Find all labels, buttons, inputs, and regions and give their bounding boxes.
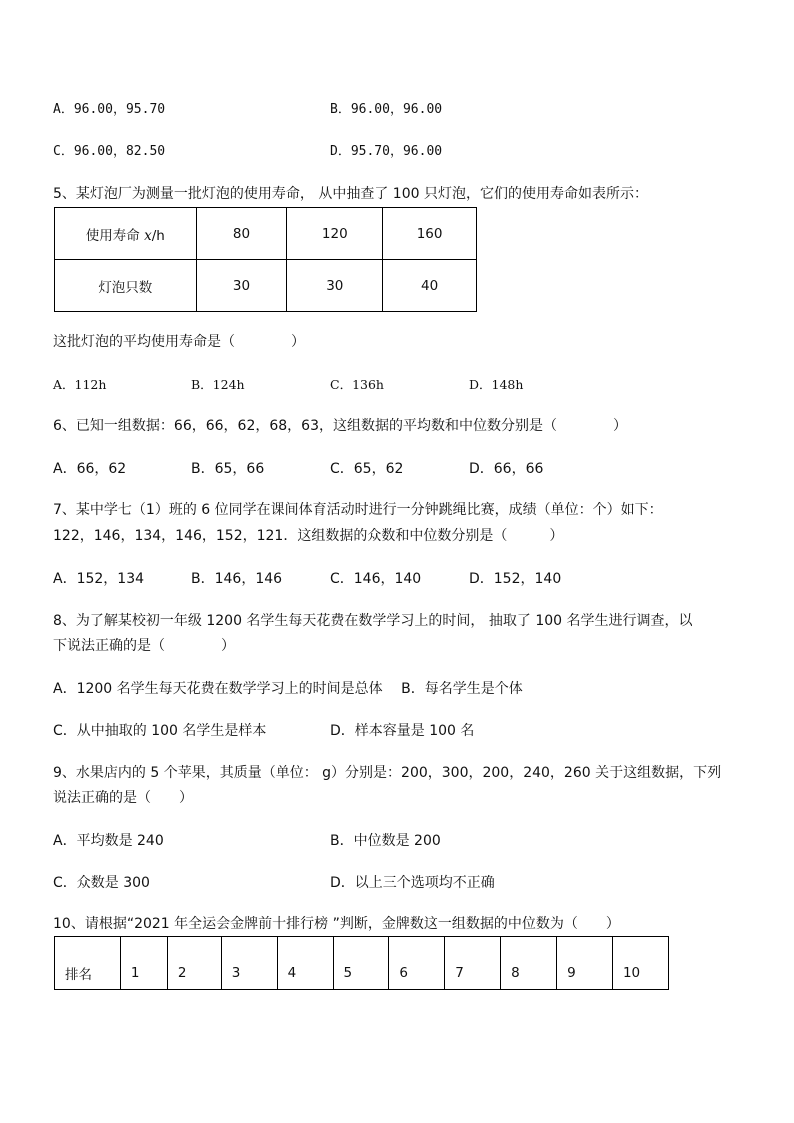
q10-rank-cell: 3	[221, 937, 277, 990]
q5-table	[54, 207, 477, 312]
q5-table-cell: 30	[287, 260, 383, 312]
q10-rank-cell: 5	[333, 937, 389, 990]
q9-option-b: B．中位数是 200	[330, 833, 441, 849]
q6-option-c: C．65，62	[330, 461, 404, 477]
q5-table-cell: 80	[196, 208, 287, 260]
q10-rank-cell: 8	[501, 937, 557, 990]
q5-table-cell: 30	[196, 260, 287, 312]
q8-stem-line1: 8、为了解某校初一年级 1200 名学生每天花费在数学学习上的时间， 抽取了 100 名学生进行调查，以	[53, 613, 693, 629]
q10-rank-cell: 4	[277, 937, 333, 990]
q9-option-a: A．平均数是 240	[53, 833, 164, 849]
q10-rank-cell: 9	[557, 937, 613, 990]
q10-rank-row	[55, 937, 669, 990]
q8-option-ab: A．1200 名学生每天花费在数学学习上的时间是总体 B．每名学生是个体	[53, 681, 523, 697]
q10-rank-cell: 10	[612, 937, 668, 990]
q5-question: 这批灯泡的平均使用寿命是（ ）	[53, 334, 305, 350]
q8-stem-line2: 下说法正确的是（ ）	[53, 638, 235, 654]
q4-option-d: D．95.70，96.00	[330, 144, 443, 159]
q6-stem: 6、已知一组数据：66，66，62，68，63，这组数据的平均数和中位数分别是（ ）	[53, 418, 627, 434]
q8-option-c: C．从中抽取的 100 名学生是样本	[53, 723, 267, 739]
q10-rank-header: 排名	[55, 937, 121, 990]
q5-option-d: D．148h	[469, 377, 524, 392]
q6-option-b: B．65，66	[191, 461, 265, 477]
q10-rank-cell: 7	[445, 937, 501, 990]
q5-option-c: C．136h	[330, 377, 384, 392]
q9-option-c: C．众数是 300	[53, 875, 150, 891]
q5-table-row1-label: 使用寿命 x/h	[55, 208, 197, 260]
q5-stem: 5、某灯泡厂为测量一批灯泡的使用寿命， 从中抽查了 100 只灯泡，它们的使用寿命如表所示：	[53, 186, 648, 202]
q5-table-cell: 40	[383, 260, 477, 312]
q4-option-a: A．96.00，95.70	[53, 102, 166, 117]
q5-table-row-lifetime	[55, 208, 477, 260]
q7-option-c: C．146，140	[330, 571, 422, 587]
q10-rank-cell: 2	[167, 937, 221, 990]
q7-stem-line1: 7、某中学七（1）班的 6 位同学在课间体育活动时进行一分钟跳绳比赛，成绩（单位：个）如下：	[53, 502, 663, 518]
q10-rank-cell: 1	[120, 937, 167, 990]
q6-option-d: D．66，66	[469, 461, 544, 477]
q10-stem: 10、请根据“2021 年全运会金牌前十排行榜 ”判断，金牌数这一组数据的中位数为（ ）	[53, 916, 620, 932]
q8-option-d: D．样本容量是 100 名	[330, 723, 475, 739]
q7-stem-line2: 122，146，134，146，152，121．这组数据的众数和中位数分别是（ ）	[53, 528, 564, 544]
q6-option-a: A．66，62	[53, 461, 127, 477]
q5-table-row2-label: 灯泡只数	[55, 260, 197, 312]
q7-option-b: B．146，146	[191, 571, 283, 587]
q4-option-b: B．96.00，96.00	[330, 102, 443, 117]
q5-table-cell: 120	[287, 208, 383, 260]
q5-option-a: A．112h	[53, 377, 107, 392]
q9-stem-line2: 说法正确的是（ ）	[53, 790, 193, 806]
q5-table-cell: 160	[383, 208, 477, 260]
q7-option-d: D．152，140	[469, 571, 562, 587]
q5-table-row-count	[55, 260, 477, 312]
q9-option-d: D．以上三个选项均不正确	[330, 875, 495, 891]
q7-option-a: A．152，134	[53, 571, 145, 587]
q10-rank-table	[54, 936, 669, 990]
q5-option-b: B．124h	[191, 377, 245, 392]
q4-option-c: C．96.00，82.50	[53, 144, 166, 159]
q9-stem-line1: 9、水果店内的 5 个苹果，其质量（单位： g）分别是：200，300，200，240，260 关于这组数据，下列	[53, 765, 722, 781]
q10-rank-cell: 6	[389, 937, 445, 990]
